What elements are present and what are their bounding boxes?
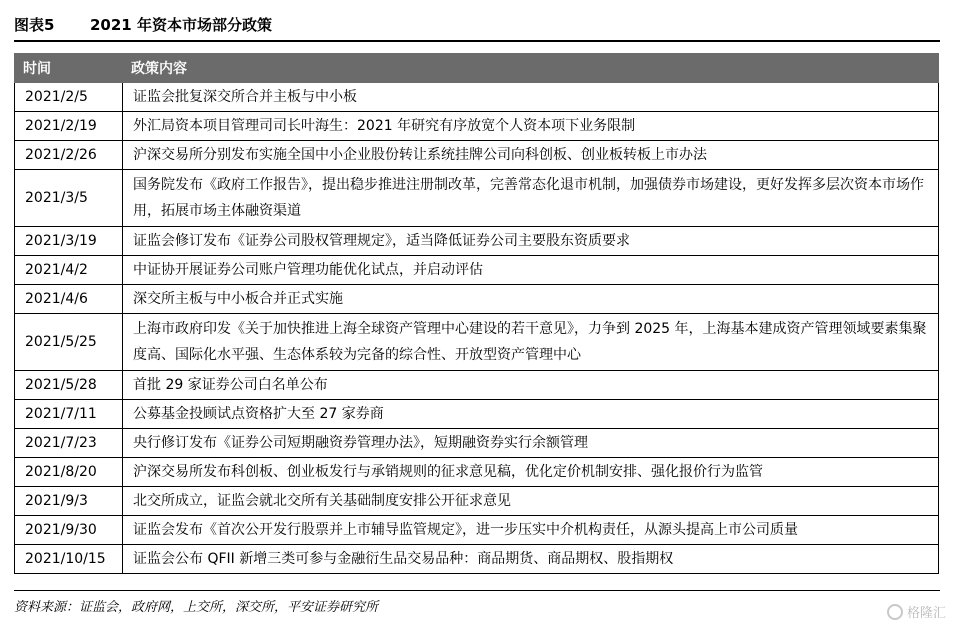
row-date: 2021/4/2 — [15, 256, 123, 285]
row-content: 证监会批复深交所合并主板与中小板 — [123, 83, 939, 112]
watermark — [887, 602, 946, 621]
row-date: 2021/2/19 — [15, 112, 123, 141]
table-row — [15, 256, 939, 285]
row-date: 2021/2/5 — [15, 83, 123, 112]
row-date: 2021/7/11 — [15, 400, 123, 429]
table-row — [15, 112, 939, 141]
row-date: 2021/8/20 — [15, 458, 123, 487]
table-row — [15, 83, 939, 112]
row-content: 证监会发布《首次公开发行股票并上市辅导监管规定》，进一步压实中介机构责任，从源头提高上市公司质量 — [123, 516, 939, 545]
table-row — [15, 141, 939, 170]
row-date: 2021/2/26 — [15, 141, 123, 170]
table-row — [15, 516, 939, 545]
table-row — [15, 429, 939, 458]
table-row — [15, 371, 939, 400]
watermark-text: 格隆汇 — [906, 606, 946, 621]
row-date: 2021/3/19 — [15, 227, 123, 256]
row-content: 证监会公布 QFII 新增三类可参与金融衍生品交易品种：商品期货、商品期权、股指期权 — [123, 545, 939, 574]
row-date: 2021/4/6 — [15, 285, 123, 314]
table-row — [15, 285, 939, 314]
row-date: 2021/9/30 — [15, 516, 123, 545]
row-content: 深交所主板与中小板合并正式实施 — [123, 285, 939, 314]
header-date: 时间 — [15, 54, 123, 83]
row-content: 央行修订发布《证券公司短期融资券管理办法》，短期融资券实行余额管理 — [123, 429, 939, 458]
table-row — [15, 487, 939, 516]
row-content: 北交所成立，证监会就北交所有关基础制度安排公开征求意见 — [123, 487, 939, 516]
table-row — [15, 170, 939, 227]
row-date: 2021/7/23 — [15, 429, 123, 458]
row-date: 2021/5/28 — [15, 371, 123, 400]
row-date: 2021/10/15 — [15, 545, 123, 574]
table-row — [15, 458, 939, 487]
row-content: 中证协开展证券公司账户管理功能优化试点，并启动评估 — [123, 256, 939, 285]
table-row — [15, 227, 939, 256]
policy-table — [14, 53, 939, 574]
row-content: 公募基金投顾试点资格扩大至 27 家券商 — [123, 400, 939, 429]
figure-title — [14, 14, 940, 36]
row-content: 沪深交易所发布科创板、创业板发行与承销规则的征求意见稿，优化定价机制安排、强化报价行为监管 — [123, 458, 939, 487]
figure-label: 图表5 — [14, 16, 55, 34]
row-date: 2021/9/3 — [15, 487, 123, 516]
table-header-row — [15, 54, 939, 83]
row-content: 首批 29 家证券公司白名单公布 — [123, 371, 939, 400]
row-content: 上海市政府印发《关于加快推进上海全球资产管理中心建设的若干意见》，力争到 2025 年，上海基本建成资产管理领域要素集聚度高、国际化水平强、生态体系较为完备的综合性、开放型资产管理中心 — [123, 314, 939, 371]
table-row — [15, 314, 939, 371]
header-content: 政策内容 — [123, 54, 939, 83]
table-row — [15, 545, 939, 574]
table-row — [15, 400, 939, 429]
row-content: 沪深交易所分别发布实施全国中小企业股份转让系统挂牌公司向科创板、创业板转板上市办法 — [123, 141, 939, 170]
title-divider — [14, 40, 940, 42]
row-content: 外汇局资本项目管理司司长叶海生：2021 年研究有序放宽个人资本项下业务限制 — [123, 112, 939, 141]
row-date: 2021/3/5 — [15, 170, 123, 227]
watermark-logo-icon — [887, 604, 903, 620]
figure-title-text: 2021 年资本市场部分政策 — [90, 16, 272, 34]
row-content: 国务院发布《政府工作报告》，提出稳步推进注册制改革，完善常态化退市机制，加强债券市场建设，更好发挥多层次资本市场作用，拓展市场主体融资渠道 — [123, 170, 939, 227]
source-divider — [14, 590, 940, 591]
source-note: 资料来源：证监会，政府网，上交所，深交所，平安证券研究所 — [14, 600, 379, 615]
row-content: 证监会修订发布《证券公司股权管理规定》，适当降低证券公司主要股东资质要求 — [123, 227, 939, 256]
row-date: 2021/5/25 — [15, 314, 123, 371]
